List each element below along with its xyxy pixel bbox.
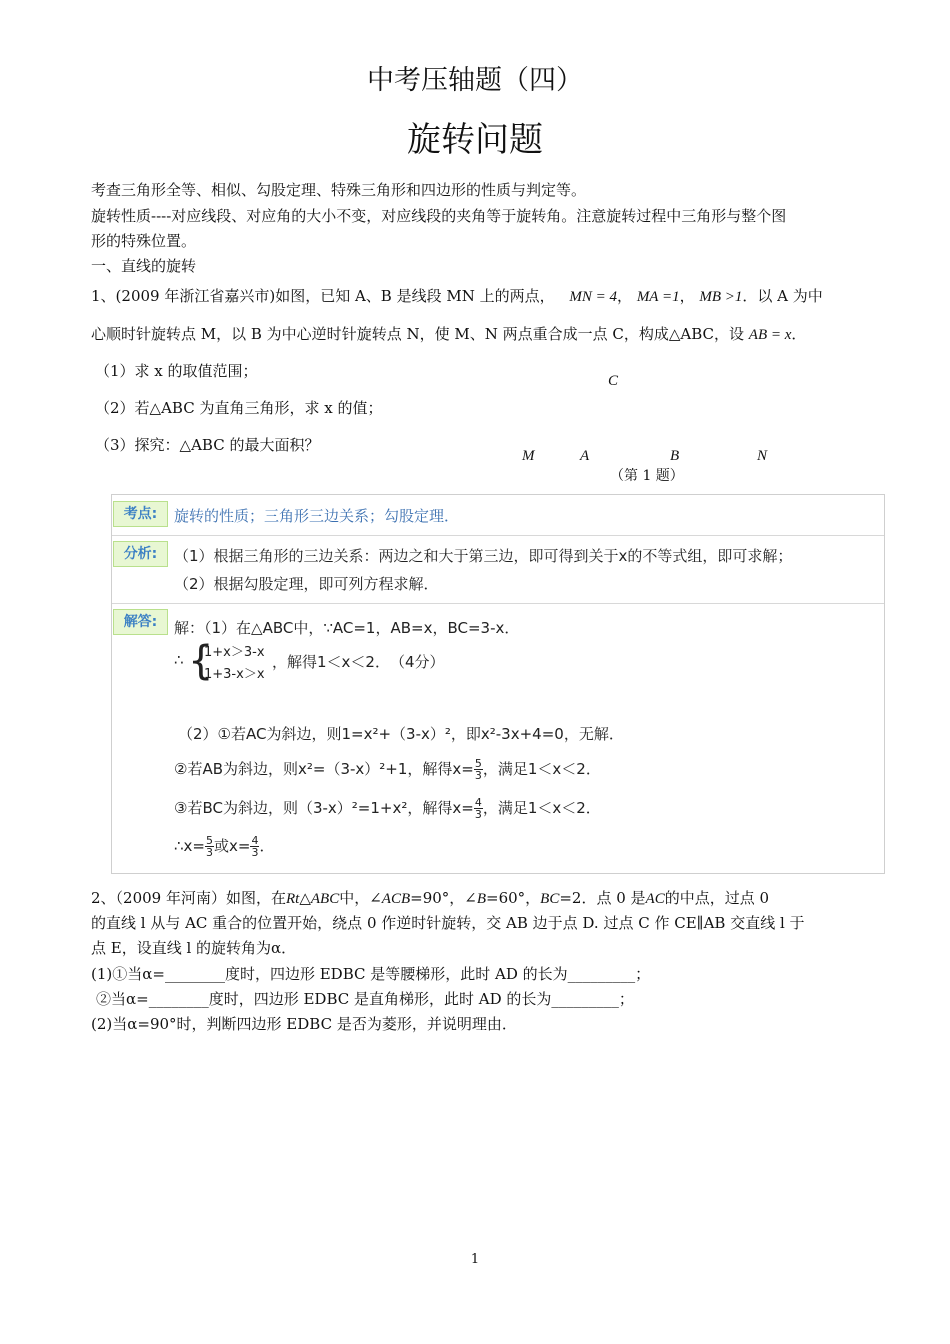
solution-step-6	[174, 835, 274, 858]
jieda-tag: 解答:	[113, 609, 168, 635]
q2-item-1: (1)①当α=________度时，四边形 EDBC 是等腰梯形，此时 AD 的长为_________；	[91, 965, 651, 983]
q1-item-1: （1）求 x 的取值范围；	[95, 362, 258, 380]
figure-caption: （第 1 题）	[610, 468, 684, 484]
kaodian-tag: 考点:	[113, 501, 168, 527]
q2-text-a: 2、（2009 年河南）如图，在	[91, 889, 286, 907]
solution-step-4	[174, 758, 601, 781]
q1-text-b: ．以 A 为中	[742, 287, 823, 305]
solution-panel	[111, 494, 885, 874]
system-result: ，解得1＜x＜2． （4分）	[272, 653, 445, 671]
q2-item-2: ②当α=________度时，四边形 EDBC 是直角梯形，此时 AD 的长为_________；	[96, 990, 634, 1008]
q2-math-angle-b: ∠B	[464, 891, 487, 907]
system-top: 1+x＞3-x	[204, 645, 265, 660]
page-subtitle: 旋转问题	[407, 120, 543, 160]
q1-text-a: 1、(2009 年浙江省嘉兴市)如图，已知 A、B 是线段 MN 上的两点，	[91, 287, 555, 305]
section-heading: 一、直线的旋转	[91, 257, 197, 275]
fraction-5-3	[205, 835, 214, 858]
q1-line-2	[91, 323, 806, 344]
q2-line-3: 点 E，设直线 l 的旋转角为α．	[91, 939, 297, 957]
fraction-numerator: 4	[474, 796, 482, 809]
step4-text-a: ②若AB为斜边，则x²=（3-x）²+1，解得x=	[174, 760, 474, 778]
fenxi-row	[112, 535, 884, 604]
q2-text-k: 的中点，过点 0	[664, 889, 770, 907]
fraction-denominator: 3	[206, 846, 213, 859]
intro-line-3: 形的特殊位置。	[91, 232, 197, 250]
figure-label-c: C	[608, 373, 619, 389]
solution-step-5	[174, 797, 601, 820]
q1-comma-1: ，	[617, 287, 633, 305]
figure-label-b: B	[670, 448, 680, 464]
fenxi-line-1: （1）根据三角形的三边关系：两边之和大于第三边，即可得到关于x的不等式组，即可求解；	[174, 547, 793, 565]
q1-item-3: （3）探究：△ABC 的最大面积？	[95, 436, 320, 454]
figure-label-n: N	[757, 448, 768, 464]
solution-step-2	[174, 651, 184, 669]
intro-line-2: 旋转性质----对应线段、对应角的大小不变，对应线段的夹角等于旋转角。注意旋转过程中三角形与整个图	[91, 207, 787, 225]
q2-math-bc: BC	[540, 891, 560, 907]
q1-math-mb: MB >1	[699, 289, 743, 305]
q2-line-2: 的直线 l 从与 AC 重合的位置开始，绕点 0 作逆时针旋转，交 AB 边于点 D. 过点 C 作 CE∥AB 交直线 l 于	[91, 914, 805, 932]
system-bottom: 1+3-x＞x	[204, 667, 265, 682]
fraction-numerator: 5	[474, 757, 482, 770]
q2-text-e: =90°，	[410, 889, 465, 907]
step5-text-b: ，满足1＜x＜2．	[482, 799, 601, 817]
solution-step-1: 解：（1）在△ABC中，∵AC=1，AB=x，BC=3-x．	[174, 619, 520, 637]
fraction-5-3	[474, 758, 483, 781]
fraction-denominator: 3	[251, 846, 259, 859]
q2-math-ac: AC	[645, 891, 665, 907]
q1-math-ab: AB = x	[748, 327, 792, 343]
q2-text-c: 中，	[339, 889, 370, 907]
fenxi-tag: 分析:	[113, 541, 168, 567]
page-number: 1	[470, 1252, 480, 1267]
step4-text-b: ，满足1＜x＜2．	[482, 760, 601, 778]
q2-text-g: =60°，	[486, 889, 541, 907]
fenxi-line-2: （2）根据勾股定理，即可列方程求解．	[174, 575, 439, 593]
step5-text-a: ③若BC为斜边，则（3-x）²=1+x²，解得x=	[174, 799, 474, 817]
page-title: 中考压轴题（四）	[367, 65, 583, 96]
q1-item-2: （2）若△ABC 为直角三角形，求 x 的值；	[95, 399, 383, 417]
figure-label-a: A	[580, 448, 590, 464]
fraction-denominator: 3	[474, 769, 482, 782]
fraction-4-3	[474, 797, 483, 820]
fraction-numerator: 5	[206, 834, 213, 847]
system-brace: {	[188, 638, 214, 684]
step6-text-mid: 或x=	[214, 837, 251, 855]
jieda-row	[112, 603, 884, 873]
q1-comma-2: ，	[679, 287, 695, 305]
fraction-denominator: 3	[474, 808, 482, 821]
kaodian-row	[112, 495, 884, 536]
q2-item-3: (2)当α=90°时，判断四边形 EDBC 是否为菱形，并说明理由．	[91, 1015, 517, 1033]
figure-label-m: M	[522, 448, 535, 464]
q1-period: ．	[791, 325, 807, 343]
step6-text-a: ∴x=	[174, 837, 205, 855]
q1-line-1	[91, 285, 823, 306]
q2-math-rt-triangle: Rt△ABC	[286, 891, 340, 907]
kaodian-text: 旋转的性质；三角形三边关系；勾股定理．	[174, 507, 460, 525]
q2-text-i: =2．点 0 是	[559, 889, 646, 907]
q2-line-1	[91, 887, 769, 908]
solution-step-3: （2）①若AC为斜边，则1=x²+（3-x）²，即x²-3x+4=0，无解．	[178, 725, 624, 743]
intro-line-1: 考查三角形全等、相似、勾股定理、特殊三角形和四边形的性质与判定等。	[91, 181, 587, 199]
step6-text-b: ．	[259, 837, 275, 855]
q2-math-angle-acb: ∠ACB	[369, 891, 411, 907]
q1-math-mn: MN = 4	[569, 289, 618, 305]
therefore-symbol: ∴	[174, 651, 184, 669]
q1-math-ma: MA =1	[636, 289, 680, 305]
fraction-numerator: 4	[251, 834, 259, 847]
q1-line2-text: 心顺时针旋转点 M，以 B 为中心逆时针旋转点 N，使 M、N 两点重合成一点 C，构成△ABC，设	[91, 325, 744, 343]
